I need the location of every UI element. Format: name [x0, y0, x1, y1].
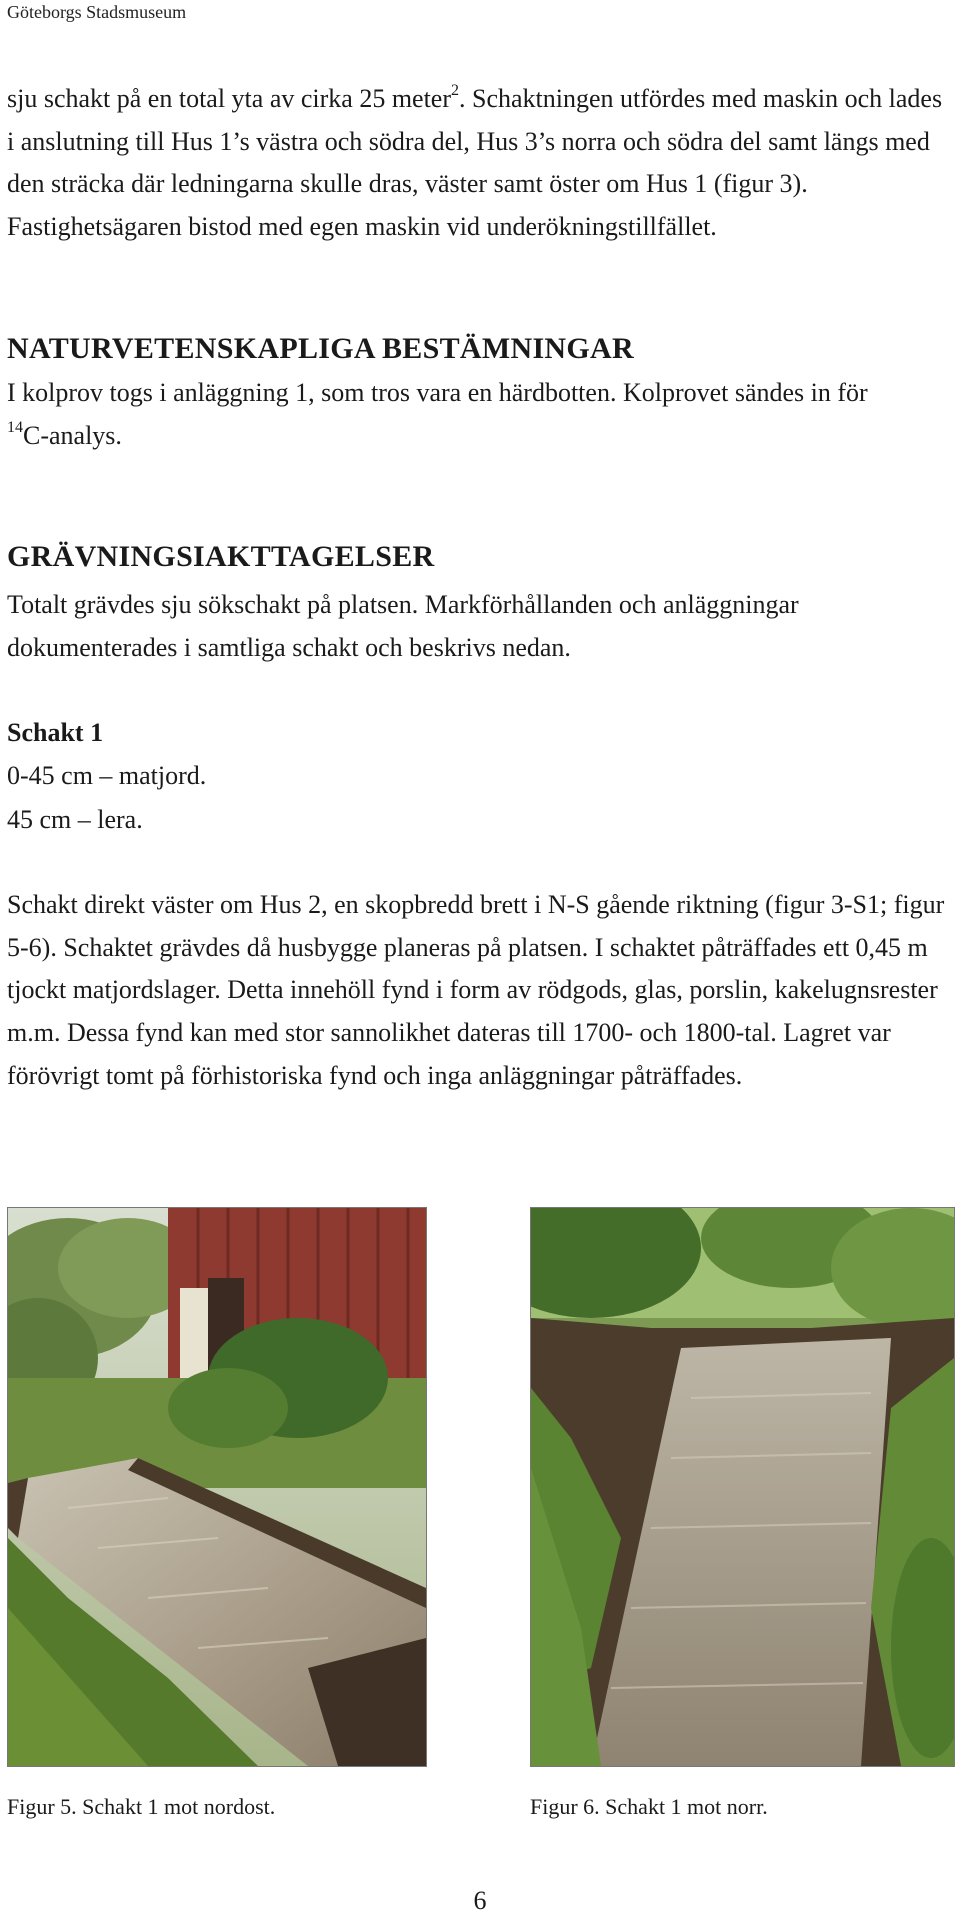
figure-5-caption: Figur 5. Schakt 1 mot nordost.: [7, 1794, 276, 1819]
intro-text-start: sju schakt på en total yta av cirka 25 meter: [7, 84, 452, 113]
schakt1-paragraph: Schakt direkt väster om Hus 2, en skopbredd brett i N-S gående riktning (figur 3-S1; figur 5-6). Schaktet grävdes då husbygge planeras på platsen. I schaktet påträffades ett 0,45 m tjockt matjordslager. Detta innehöll fynd i form av rödgods, glas, porslin, kakelugnsrester m.m. Dessa fynd kan med stor sannolikhet dateras till 1700- och 1800-tal. Lagret var förövrigt tomt på förhistoriska fynd och inga anläggningar påträffades.: [7, 890, 945, 1090]
intro-paragraph: [7, 78, 953, 249]
figure-5-photo: [7, 1207, 427, 1767]
figure-6-image: [531, 1208, 954, 1766]
schakt1-layer-1: 0-45 cm – matjord.: [7, 761, 207, 790]
figure-5-image: [8, 1208, 426, 1766]
intro-text-end: . Schaktningen utfördes med maskin och lades i anslutning till Hus 1’s västra och södra del, Hus 3’s norra och södra del samt längs med den sträcka där ledningarna skulle dras, väster samt öster om Hus 1 (figur 3). Fastighetsägaren bistod med egen maskin vid underökningstillfället.: [7, 84, 943, 242]
natur-paragraph: [7, 372, 953, 457]
natur-text-end: C-analys.: [23, 420, 122, 450]
page-header: Göteborgs Stadsmuseum: [7, 2, 187, 22]
section-heading-natur: NATURVETENSKAPLIGA BESTÄMNINGAR: [7, 332, 634, 365]
superscript-2: 2: [451, 82, 460, 100]
schakt1-heading: Schakt 1: [7, 718, 104, 747]
superscript-14: 14: [7, 419, 23, 437]
gravning-paragraph: Totalt grävdes sju sökschakt på platsen. Markförhållanden och anläggningar dokumenterades i samtliga schakt och beskrivs nedan.: [7, 590, 799, 662]
schakt1-layer-2: 45 cm – lera.: [7, 805, 143, 834]
natur-text-start: I kolprov togs i anläggning 1, som tros vara en härdbotten. Kolprovet sändes in för: [7, 378, 868, 407]
section-heading-gravning: GRÄVNINGSIAKTTAGELSER: [7, 540, 435, 573]
page-number: 6: [473, 1886, 487, 1915]
figure-6-photo: [530, 1207, 955, 1767]
figure-6-caption: Figur 6. Schakt 1 mot norr.: [530, 1794, 768, 1819]
